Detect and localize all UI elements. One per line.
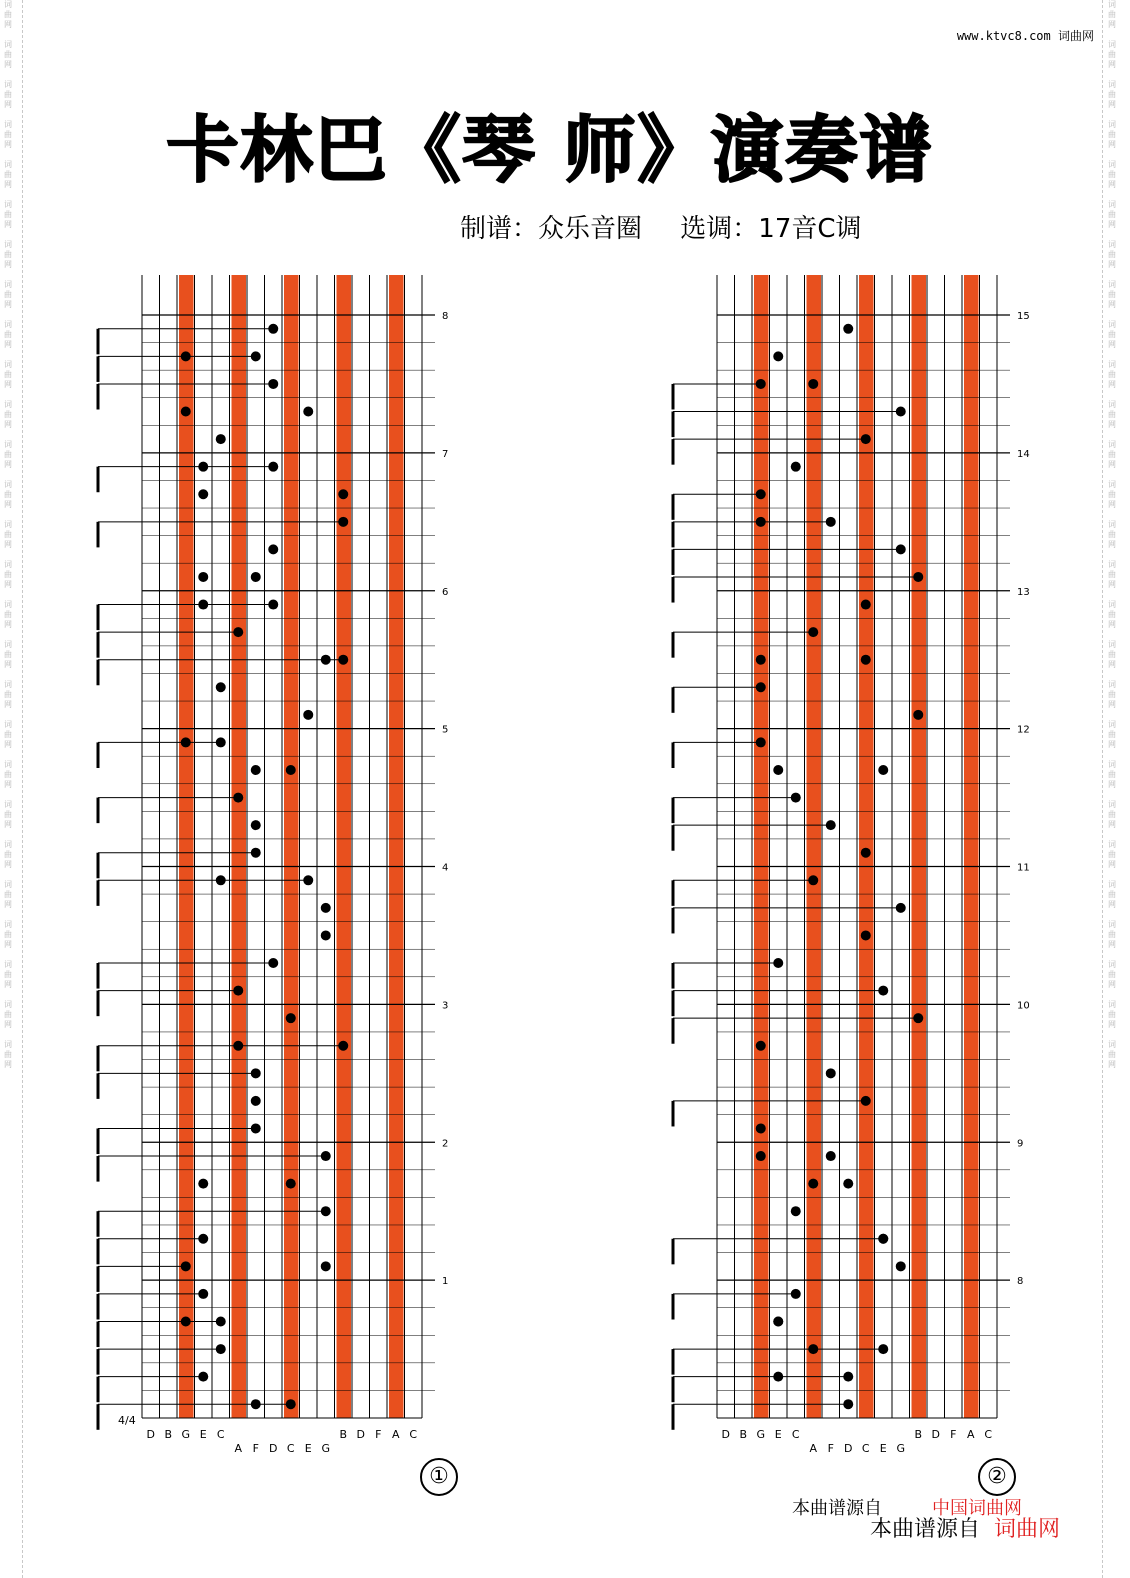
score-panel-2 — [665, 270, 1035, 1500]
highlight-tine-column — [337, 275, 352, 1418]
tine-label: G — [181, 1428, 191, 1441]
note-dot — [321, 903, 331, 913]
note-dot — [861, 655, 871, 665]
note-dot — [286, 1179, 296, 1189]
note-dot — [303, 710, 313, 720]
footer-source-old — [792, 1494, 1022, 1519]
arranger-text: 制谱：众乐音圈 — [460, 214, 643, 244]
tine-label: F — [375, 1428, 382, 1441]
measure-number: 4 — [442, 862, 449, 874]
measure-number: 8 — [1017, 1276, 1024, 1288]
note-dot — [251, 820, 261, 830]
note-dot — [321, 655, 331, 665]
note-dot — [251, 1399, 261, 1409]
note-dot — [198, 572, 208, 582]
note-dot — [321, 930, 331, 940]
note-dot — [251, 765, 261, 775]
measure-number: 11 — [1017, 862, 1030, 874]
tine-label: E — [774, 1428, 782, 1441]
measure-number: 14 — [1017, 448, 1030, 460]
note-dot — [268, 544, 278, 554]
right-watermark-strip: 词 曲 网 词 曲 网 词 曲 网 词 曲 网 词 曲 网 词 曲 网 词 曲 网 词 曲 网 词 曲 网 词 曲 网 词 曲 网 词 曲 网 词 曲 网 词 曲 网 词 曲 网 词 曲 网 词 曲 网 词 曲 网 词 曲 网 词 曲 网 词 曲 网 词 曲 网 词 曲 网 词 曲 网 词 曲 网 词 曲 网 词 曲 网 — [1108, 0, 1116, 1069]
note-dot — [826, 1151, 836, 1161]
note-dot — [756, 517, 766, 527]
tine-label: B — [339, 1428, 348, 1441]
note-dot — [756, 1041, 766, 1051]
highlight-tine-column — [964, 275, 979, 1418]
time-signature: 4/4 — [118, 1414, 136, 1427]
note-dot — [181, 737, 191, 747]
note-dot — [808, 379, 818, 389]
tine-label: A — [391, 1428, 400, 1441]
tine-label: A — [966, 1428, 975, 1441]
panel-number-2: ② — [978, 1458, 1016, 1496]
tine-label: G — [756, 1428, 766, 1441]
tine-label: D — [356, 1428, 365, 1441]
note-dot — [861, 848, 871, 858]
page-title: 卡林巴《琴 师》演奏谱 — [166, 108, 934, 192]
left-cut-line — [22, 0, 23, 1578]
note-dot — [181, 407, 191, 417]
site-header — [957, 27, 1094, 44]
note-dot — [878, 1234, 888, 1244]
tine-label: E — [199, 1428, 207, 1441]
tine-label: A — [809, 1442, 818, 1455]
measure-number: 15 — [1017, 311, 1030, 322]
tine-label: C — [286, 1442, 295, 1455]
highlight-tine-column — [389, 275, 404, 1418]
measure-number: 12 — [1017, 724, 1030, 736]
note-dot — [861, 600, 871, 610]
note-dot — [756, 655, 766, 665]
note-dot — [198, 600, 208, 610]
measure-number: 7 — [442, 448, 449, 460]
highlight-tine-column — [179, 275, 194, 1418]
tine-label: C — [791, 1428, 800, 1441]
note-dot — [773, 1316, 783, 1326]
note-dot — [861, 930, 871, 940]
site-name[interactable]: 词曲网 — [1057, 29, 1094, 43]
note-dot — [791, 1206, 801, 1216]
site-url[interactable]: www.ktvc8.com — [956, 29, 1051, 43]
tine-label: F — [827, 1442, 834, 1455]
note-dot — [843, 1179, 853, 1189]
highlight-tine-column — [912, 275, 927, 1418]
tine-label: D — [844, 1442, 853, 1455]
tine-label: B — [914, 1428, 923, 1441]
tine-label: A — [234, 1442, 243, 1455]
tine-label: C — [216, 1428, 225, 1441]
footer-source-site[interactable]: 词曲网 — [994, 1517, 1061, 1542]
tine-label: C — [409, 1428, 418, 1441]
note-dot — [843, 324, 853, 334]
note-dot — [773, 1372, 783, 1382]
note-dot — [338, 489, 348, 499]
highlight-tine-column — [859, 275, 874, 1418]
measure-number: 5 — [442, 724, 449, 736]
measure-number: 1 — [442, 1276, 449, 1288]
highlight-tine-column — [807, 275, 822, 1418]
footer-source-old-site[interactable]: 中国词曲网 — [932, 1498, 1022, 1519]
tine-label: B — [164, 1428, 173, 1441]
note-dot — [216, 434, 226, 444]
tine-label: F — [950, 1428, 957, 1441]
footer-source-text: 本曲谱源自 — [870, 1517, 981, 1542]
tine-label: B — [739, 1428, 748, 1441]
tine-label: D — [931, 1428, 940, 1441]
note-dot — [756, 1151, 766, 1161]
note-dot — [198, 489, 208, 499]
score-panel-2-svg — [665, 270, 1035, 1500]
score-panel-1 — [90, 270, 460, 1500]
note-dot — [756, 1123, 766, 1133]
tine-label: D — [269, 1442, 278, 1455]
measure-number: 3 — [442, 1000, 449, 1012]
note-dot — [181, 1316, 191, 1326]
note-dot — [181, 351, 191, 361]
tine-label: G — [896, 1442, 906, 1455]
note-dot — [826, 1068, 836, 1078]
measure-number: 10 — [1017, 1000, 1030, 1012]
note-dot — [773, 351, 783, 361]
tine-label: C — [861, 1442, 870, 1455]
note-dot — [791, 462, 801, 472]
measure-number: 6 — [442, 586, 449, 598]
tine-label: F — [252, 1442, 259, 1455]
panel-number-1: ① — [420, 1458, 458, 1496]
right-cut-line — [1102, 0, 1103, 1578]
note-dot — [913, 710, 923, 720]
measure-number: 2 — [442, 1138, 449, 1150]
tine-label: G — [321, 1442, 331, 1455]
note-dot — [251, 1096, 261, 1106]
tine-label: E — [879, 1442, 887, 1455]
score-panel-1-svg — [90, 270, 460, 1500]
note-dot — [251, 572, 261, 582]
tine-label: D — [721, 1428, 730, 1441]
note-dot — [216, 875, 226, 885]
note-dot — [303, 407, 313, 417]
note-dot — [286, 1013, 296, 1023]
footer-source-old-text: 本曲谱源自 — [792, 1498, 882, 1519]
note-dot — [808, 1179, 818, 1189]
highlight-tine-column — [754, 275, 769, 1418]
subtitle — [460, 208, 892, 245]
measure-number: 8 — [442, 311, 449, 322]
note-dot — [321, 1261, 331, 1271]
note-dot — [198, 1179, 208, 1189]
highlight-tine-column — [232, 275, 247, 1418]
measure-number: 9 — [1017, 1138, 1024, 1150]
note-dot — [808, 1344, 818, 1354]
note-dot — [773, 765, 783, 775]
footer-source — [870, 1512, 1060, 1543]
tine-label: E — [304, 1442, 312, 1455]
highlight-tine-column — [284, 275, 299, 1418]
note-dot — [286, 765, 296, 775]
key-text: 选调：17音C调 — [680, 214, 862, 244]
tine-label: D — [146, 1428, 155, 1441]
note-dot — [216, 682, 226, 692]
note-dot — [878, 765, 888, 775]
measure-number: 13 — [1017, 586, 1030, 598]
tine-label: C — [984, 1428, 993, 1441]
note-dot — [198, 462, 208, 472]
note-dot — [896, 1261, 906, 1271]
left-watermark-strip: 词 曲 网 词 曲 网 词 曲 网 词 曲 网 词 曲 网 词 曲 网 词 曲 网 词 曲 网 词 曲 网 词 曲 网 词 曲 网 词 曲 网 词 曲 网 词 曲 网 词 曲 网 词 曲 网 词 曲 网 词 曲 网 词 曲 网 词 曲 网 词 曲 网 词 曲 网 词 曲 网 词 曲 网 词 曲 网 词 曲 网 词 曲 网 — [4, 0, 12, 1069]
note-dot — [233, 1041, 243, 1051]
